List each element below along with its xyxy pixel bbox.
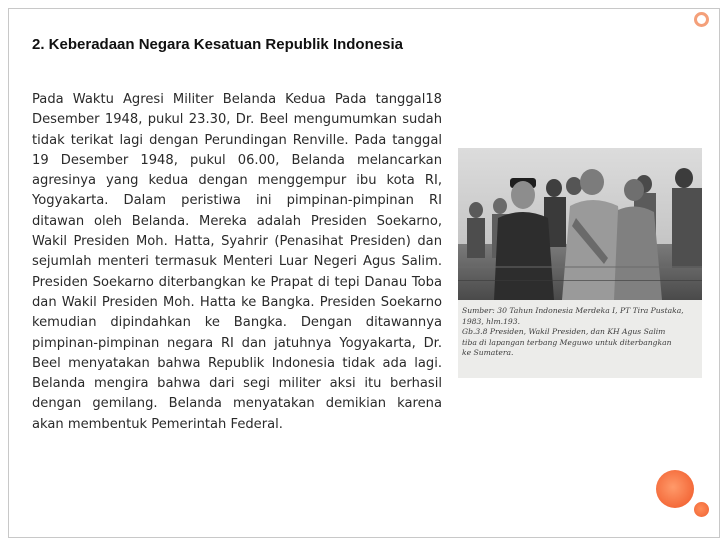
- decorative-circle-large: [656, 470, 694, 508]
- decorative-circle-small: [694, 502, 709, 517]
- historical-photo: [458, 148, 702, 300]
- caption-text-line-2: tiba di lapangan terbang Meguwo untuk diterbangkan: [462, 337, 672, 347]
- figure-caption: [458, 300, 702, 378]
- slide-title: 2. Keberadaan Negara Kesatuan Republik Indonesia: [32, 36, 403, 53]
- caption-text-line-1: Gb.3.8 Presiden, Wakil Presiden, dan KH Agus Salim: [462, 327, 666, 336]
- caption-source-line-1: Sumber: 30 Tahun Indonesia Merdeka I, PT Tira Pustaka,: [462, 306, 684, 315]
- decorative-circle-outline: [694, 12, 709, 27]
- slide-frame-right: [719, 8, 720, 538]
- body-paragraph: Pada Waktu Agresi Militer Belanda Kedua Pada tanggal18 Desember 1948, pukul 23.30, Dr. Beel mengumumkan sudah tidak terikat lagi dengan Perundingan Renville. Pada tanggal 19 Desember 1948, pukul 06.00, Belanda melancarkan agresinya yang kedua dengan menggempur ibu kota RI, Yogyakarta. Dalam peristiwa ini pimpinan-pimpinan RI ditawan oleh Belanda. Mereka adalah Presiden Soekarno, Wakil Presiden Moh. Hatta, Syahrir (Penasihat Presiden) dan sejumlah menteri termasuk Menteri Luar Negeri Agus Salim. Presiden Soekarno diterbangkan ke Prapat di tepi Danau Toba dan Wakil Presiden Moh. Hatta ke Bangka. Presiden Soekarno kemudian dipindahkan ke Bangka. Dengan ditawannya pimpinan-pimpinan negara RI dan jatuhnya Yogyakarta, Dr. Beel menyatakan bahwa Republik Indonesia tidak ada lagi. Belanda mengira bahwa dari segi militer aksi itu berhasil dengan gemilang. Belanda menyatakan demikian karena akan membentuk Pemerintah Federal.: [32, 92, 442, 432]
- slide-frame-left: [8, 8, 9, 538]
- caption-text-line-3: ke Sumatera.: [462, 348, 514, 357]
- slide-frame-bottom: [8, 537, 720, 538]
- caption-source-line-2: 1983, hlm.193.: [462, 316, 520, 326]
- slide-frame-top: [8, 8, 720, 9]
